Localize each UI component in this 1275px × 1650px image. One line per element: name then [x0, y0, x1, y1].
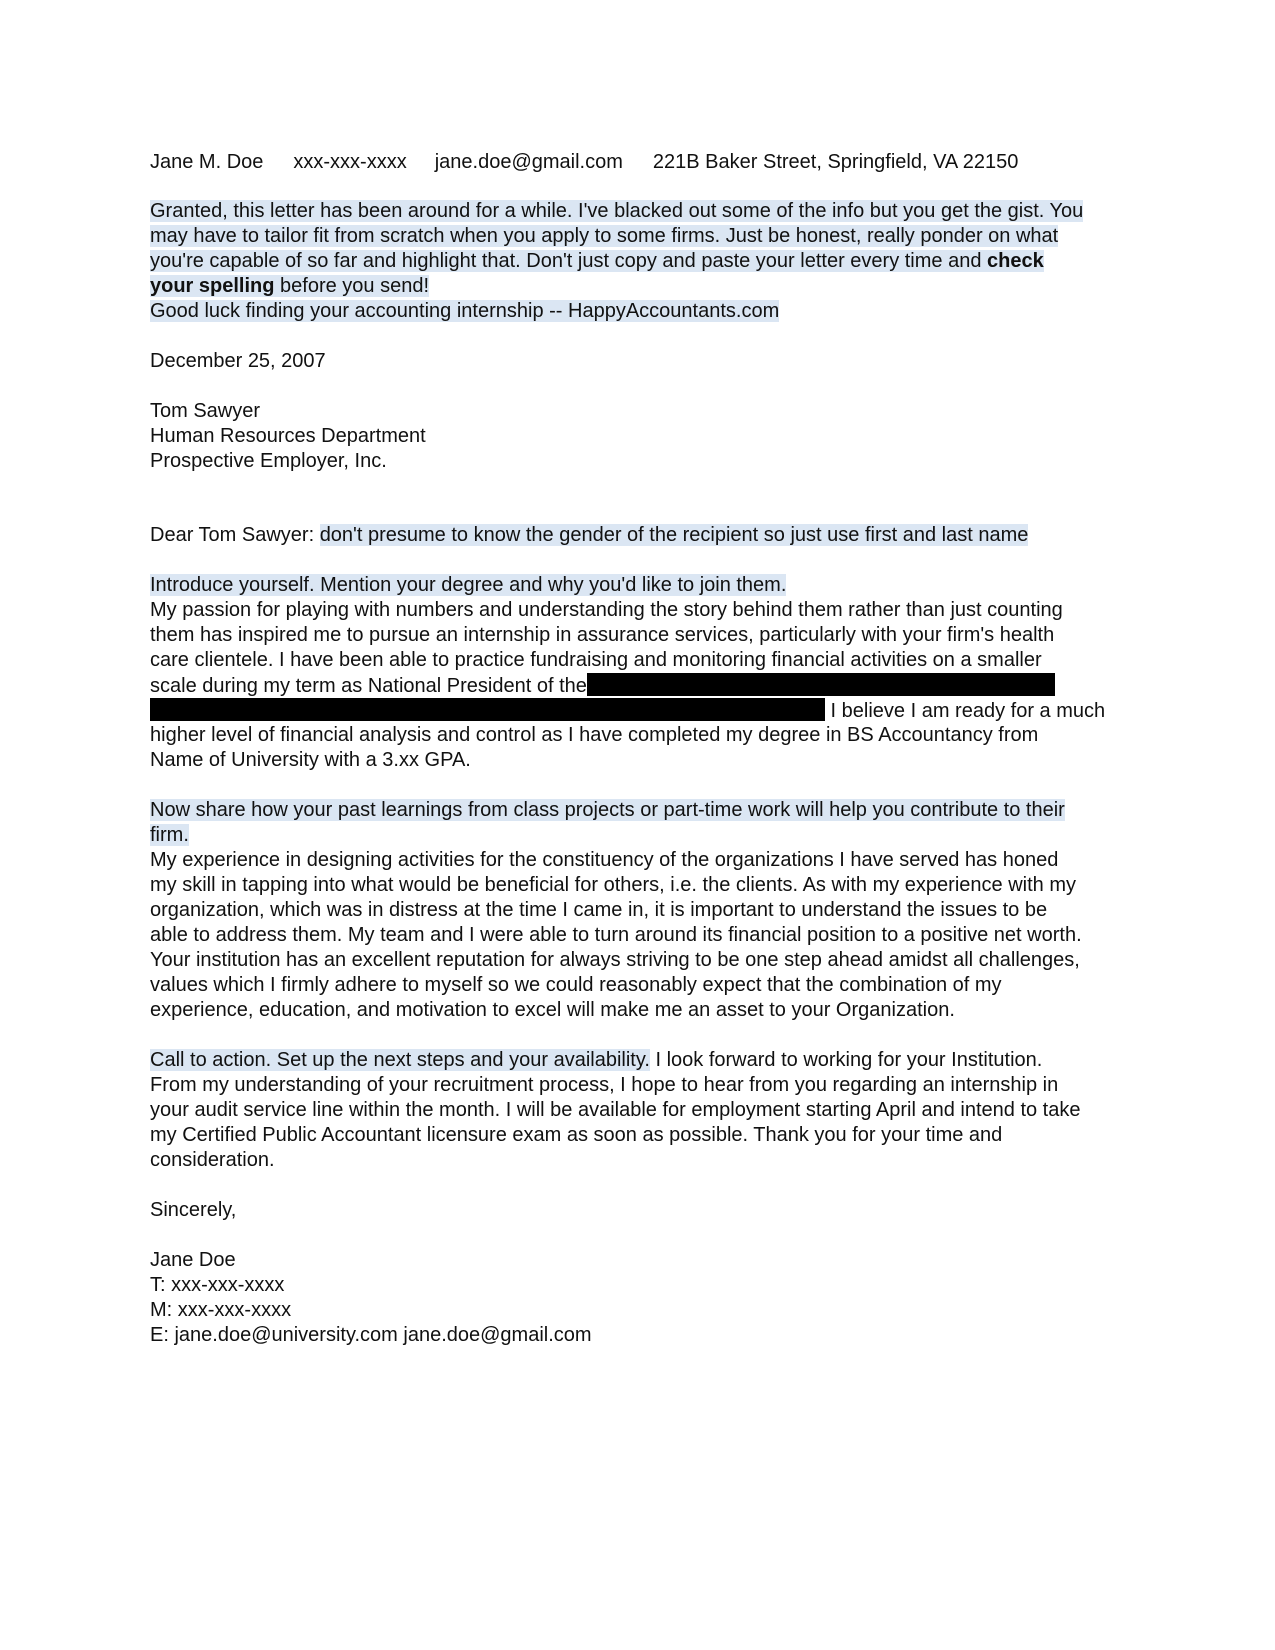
recipient-company: Prospective Employer, Inc.: [150, 450, 387, 472]
letter-date: December 25, 2007: [150, 350, 326, 372]
para1-line: them has inspired me to pursue an internship in assurance services, particularly with your firm's health: [150, 624, 1055, 646]
redaction-bar: [150, 698, 825, 721]
emphasis-text: your spelling: [150, 275, 275, 297]
para3-tip: Call to action. Set up the next steps and your availability.: [150, 1049, 650, 1071]
para3-line: From my understanding of your recruitment process, I hope to hear from you regarding an internship in: [150, 1074, 1059, 1096]
sender-address: 221B Baker Street, Springfield, VA 22150: [652, 151, 1019, 173]
para1-line: My passion for playing with numbers and understanding the story behind them rather than just counting: [150, 599, 1063, 621]
para2-line: experience, education, and motivation to excel will make me an asset to your Organization.: [150, 999, 955, 1021]
intro-note-line: Granted, this letter has been around for a while. I've blacked out some of the info but you get the gist. You: [150, 200, 1084, 222]
para3-line: my Certified Public Accountant licensure exam as soon as possible. Thank you for your time and: [150, 1124, 1003, 1146]
para2-line: able to address them. My team and I were able to turn around its financial position to a positive net worth.: [150, 924, 1082, 946]
recipient-name: Tom Sawyer: [150, 400, 261, 422]
intro-note-line: your spelling before you send!: [150, 275, 430, 297]
para2-line: Your institution has an excellent reputation for always striving to be one step ahead amidst all challenges,: [150, 949, 1080, 971]
signature-tel: T: xxx-xxx-xxxx: [150, 1274, 285, 1296]
recipient-department: Human Resources Department: [150, 425, 426, 447]
emphasis-text: check: [987, 250, 1044, 272]
sender-phone: xxx-xxx-xxxx: [293, 151, 407, 173]
para3-line: consideration.: [150, 1149, 275, 1171]
para1-line: care clientele. I have been able to practice fundraising and monitoring financial activities on a smaller: [150, 649, 1042, 671]
para2-line: organization, which was in distress at the time I came in, it is important to understand the issues to be: [150, 899, 1048, 921]
para1-line: I believe I am ready for a much: [150, 698, 1105, 724]
redaction-bar: [587, 673, 1055, 696]
para2-tip: firm.: [150, 824, 189, 846]
salutation-tip: don't presume to know the gender of the recipient so just use first and last name: [319, 524, 1029, 546]
salutation: Dear Tom Sawyer: don't presume to know the gender of the recipient so just use first and last name: [150, 524, 1029, 546]
para2-line: my skill in tapping into what would be beneficial for others, i.e. the clients. As with my experience with my: [150, 874, 1076, 896]
intro-note-line: you're capable of so far and highlight that. Don't just copy and paste your letter every time and check: [150, 250, 1044, 272]
sender-name: Jane M. Doe: [150, 151, 264, 173]
sender-email: jane.doe@gmail.com: [434, 151, 623, 173]
para1-line: Name of University with a 3.xx GPA.: [150, 749, 471, 771]
para2-tip: Now share how your past learnings from class projects or part-time work will help you contribute to their: [150, 799, 1065, 821]
para1-line: scale during my term as National President of the: [150, 673, 1055, 699]
signature-emails: E: jane.doe@university.com jane.doe@gmail.com: [150, 1324, 592, 1346]
sign-off: Sincerely,: [150, 1199, 237, 1221]
para1-line: higher level of financial analysis and control as I have completed my degree in BS Accountancy from: [150, 724, 1039, 746]
intro-note-line: may have to tailor fit from scratch when you apply to some firms. Just be honest, really ponder on what: [150, 225, 1059, 247]
letter-header: [150, 150, 1018, 175]
para2-line: values which I firmly adhere to myself so we could reasonably expect that the combination of my: [150, 974, 1002, 996]
para3-line: your audit service line within the month. I will be available for employment starting April and intend to take: [150, 1099, 1081, 1121]
signature-mobile: M: xxx-xxx-xxxx: [150, 1299, 292, 1321]
signature-name: Jane Doe: [150, 1249, 236, 1271]
para3-line: Call to action. Set up the next steps and your availability. I look forward to working for your Institution.: [150, 1049, 1043, 1071]
para2-line: My experience in designing activities for the constituency of the organizations I have served has honed: [150, 849, 1059, 871]
para1-tip: Introduce yourself. Mention your degree and why you'd like to join them.: [150, 574, 787, 596]
intro-note-line: Good luck finding your accounting internship -- HappyAccountants.com: [150, 300, 780, 322]
